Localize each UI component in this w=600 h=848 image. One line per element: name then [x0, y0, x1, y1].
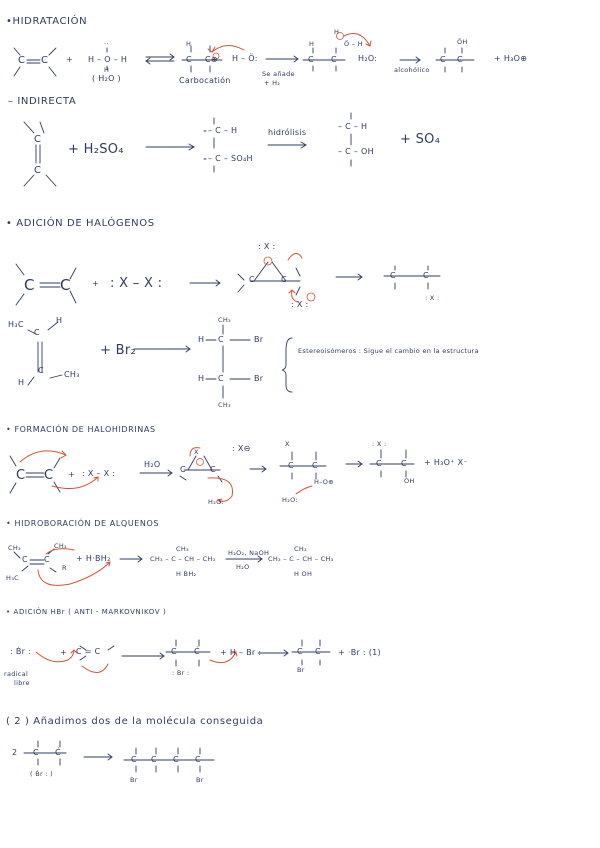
coefficient: 2	[12, 748, 18, 757]
water-attack: H – Ö:	[232, 54, 258, 63]
carbon: C	[249, 275, 255, 284]
bromine-reagent: + Br₂	[100, 343, 136, 358]
intermediate-h: – C – H	[208, 126, 238, 135]
water-nucleophile: H₂O:	[208, 498, 224, 506]
water-formula: H – O – H	[88, 55, 128, 64]
carbon: C	[331, 55, 337, 64]
h-bh2: H BH₂	[176, 570, 197, 578]
carbon: C	[308, 55, 314, 64]
water-base: H₂O:	[358, 54, 378, 63]
oxidation-reagents: H₂O₂, NaOH	[228, 549, 270, 557]
product-h: – C – H	[338, 122, 368, 131]
methyl-bottom: CH₃	[218, 401, 231, 409]
section-title-halogenos: • ADICIÓN DE HALÓGENOS	[6, 218, 155, 229]
methyl-right: CH₃	[64, 370, 80, 379]
intermediate-x: X	[285, 440, 290, 448]
carbon: C	[173, 755, 179, 764]
br-lone: ( Ḃr : )	[30, 770, 53, 778]
added-note: Se añade	[262, 70, 295, 78]
carbon: C	[44, 555, 50, 564]
halide-ion: : X :	[291, 300, 309, 309]
carbon: C	[195, 755, 201, 764]
halonium-x: : X :	[258, 242, 276, 251]
bromine-radical: : Ḃr :	[10, 647, 32, 656]
water-deprot: H₂O:	[282, 496, 298, 504]
carbon: C	[22, 555, 28, 564]
carbon: C	[457, 55, 463, 64]
bromine-b: Br	[196, 776, 204, 784]
carbon: C	[312, 461, 318, 470]
plus-sign: +	[66, 55, 74, 64]
carbon: C	[315, 647, 321, 656]
h-atom: H	[186, 40, 192, 48]
carbon: C	[60, 276, 71, 294]
water-condition: H₂O	[144, 460, 161, 469]
carbon: C	[297, 647, 303, 656]
carbon: C	[210, 465, 216, 474]
bromine: Br	[254, 374, 264, 383]
h-oh: H OH	[294, 570, 313, 578]
bromine-a: Br	[130, 776, 138, 784]
carbon: C	[218, 374, 224, 383]
methyl-top: CH₃	[176, 545, 189, 553]
intermediate-so4: – C – SO₄H	[208, 154, 253, 163]
section-title-trabajo: ( 2 ) Añadimos dos de la molécula conseguida	[6, 716, 264, 727]
carbon: C	[151, 755, 157, 764]
section-title-halohidrinas: • FORMACIÓN DE HALOHIDRINAS	[6, 425, 156, 434]
carbon: C	[16, 468, 26, 483]
carbocation-label: Carbocatión	[179, 76, 231, 85]
carbon: C	[218, 335, 224, 344]
radical-label-2: libre	[14, 679, 30, 687]
carbon-plus: C⊕	[205, 55, 218, 64]
oxonium-a: H–O⊕	[314, 478, 334, 486]
methyl-top: CH₃	[218, 316, 231, 324]
oxidation-solvent: H₂O	[236, 563, 250, 571]
plus-sign: +	[92, 279, 100, 288]
hydronium: + H₃O⊕	[494, 54, 528, 63]
sulfuric-reagent: + H₂SO₄	[68, 142, 124, 157]
hydrolysis-label: hidrólisis	[268, 128, 307, 137]
product-oh: – C – OH	[338, 147, 374, 156]
carbon: C	[186, 55, 192, 64]
byproducts: + H₃O⁺ X⁻	[424, 458, 468, 467]
stereo-note: Estereoisómeros : Sigue el cambio en la estructura	[298, 347, 479, 355]
r-group: R	[62, 564, 67, 572]
carbon-radical: Ċ	[194, 647, 200, 656]
carbon: C	[401, 459, 407, 468]
product-x: : X :	[372, 440, 387, 448]
h-atom: H	[198, 335, 205, 344]
carbon: C	[34, 328, 40, 337]
carbon: C	[281, 275, 287, 284]
carbon: C	[33, 748, 39, 757]
halogen-molecule: : X – X :	[110, 276, 163, 291]
carbon: C	[131, 755, 137, 764]
halogen-molecule: : X – X :	[82, 469, 116, 478]
carbon: C	[423, 271, 429, 280]
borane-reagent: + H·BH₂	[76, 554, 111, 563]
carbon: C	[440, 55, 446, 64]
alkene: C = C	[76, 647, 101, 656]
carbon: C	[390, 271, 396, 280]
carbon: C	[171, 647, 177, 656]
oxonium-h: H	[334, 28, 340, 36]
h-atom: H	[198, 374, 205, 383]
hbr-reagent: + H – Br :	[220, 648, 262, 657]
carbon-radical: Ċ	[55, 748, 61, 757]
section-title-indirecta: – INDIRECTA	[8, 96, 77, 107]
carbon: C	[180, 465, 186, 474]
halide-ion: : X⊖	[232, 444, 251, 453]
carbon: C	[34, 134, 42, 145]
organoborane: CH₃ – C – CH – CH₃	[150, 555, 216, 563]
plus-sign: +	[60, 648, 68, 657]
carbon: C	[38, 366, 44, 375]
bridged-x: X	[194, 448, 199, 456]
section-title-antimarkovnikov: • ADICIÓN HBr ( ANTI - MARKOVNIKOV )	[6, 608, 167, 616]
methyl-a: CH₃	[8, 544, 21, 552]
hydroxyl: OH	[404, 477, 415, 485]
br-radical-regenerated: + ·Br : (1)	[338, 648, 381, 657]
plus-sign: +	[68, 470, 76, 479]
lone-pair: ··	[104, 40, 109, 48]
carbon: C	[34, 165, 42, 176]
water-h: H	[104, 66, 110, 74]
methyl-left: H₃C	[8, 320, 24, 329]
alcohol-label: alcohólico	[394, 66, 430, 74]
radical-label: radical	[4, 670, 29, 678]
carbon: C	[24, 276, 35, 294]
methyl-top: CH₃	[294, 545, 307, 553]
h-atom: H	[56, 316, 63, 325]
alcohol-product: CH₃ – C – CH – CH₃	[268, 555, 334, 563]
carbon: C	[288, 461, 294, 470]
carbon: C	[376, 459, 382, 468]
br-product: Br	[297, 666, 305, 674]
water-label: ( H₂O )	[92, 74, 121, 83]
product-x: : X :	[425, 294, 440, 302]
br-substituent: : Br :	[172, 669, 190, 677]
hydroxyl: ÖH	[457, 38, 468, 46]
carbon: C	[44, 468, 54, 483]
h-atom: H	[18, 378, 25, 387]
added-note-2: + H₂	[264, 79, 281, 87]
section-title-hidratacion: •HIDRATACIÓN	[6, 16, 88, 27]
alkene-label: C	[41, 55, 49, 66]
methyl-b: CH₃	[54, 542, 67, 550]
sulfate: + SO₄	[400, 132, 441, 147]
bromine: Br	[254, 335, 264, 344]
h-atom: H	[309, 40, 315, 48]
alkene-label: C	[18, 55, 26, 66]
oxonium: Ö – H	[344, 40, 363, 48]
methyl-c: H₃C	[6, 574, 19, 582]
section-title-hidroboracion: • HIDROBORACIÓN DE ALQUENOS	[6, 519, 160, 528]
